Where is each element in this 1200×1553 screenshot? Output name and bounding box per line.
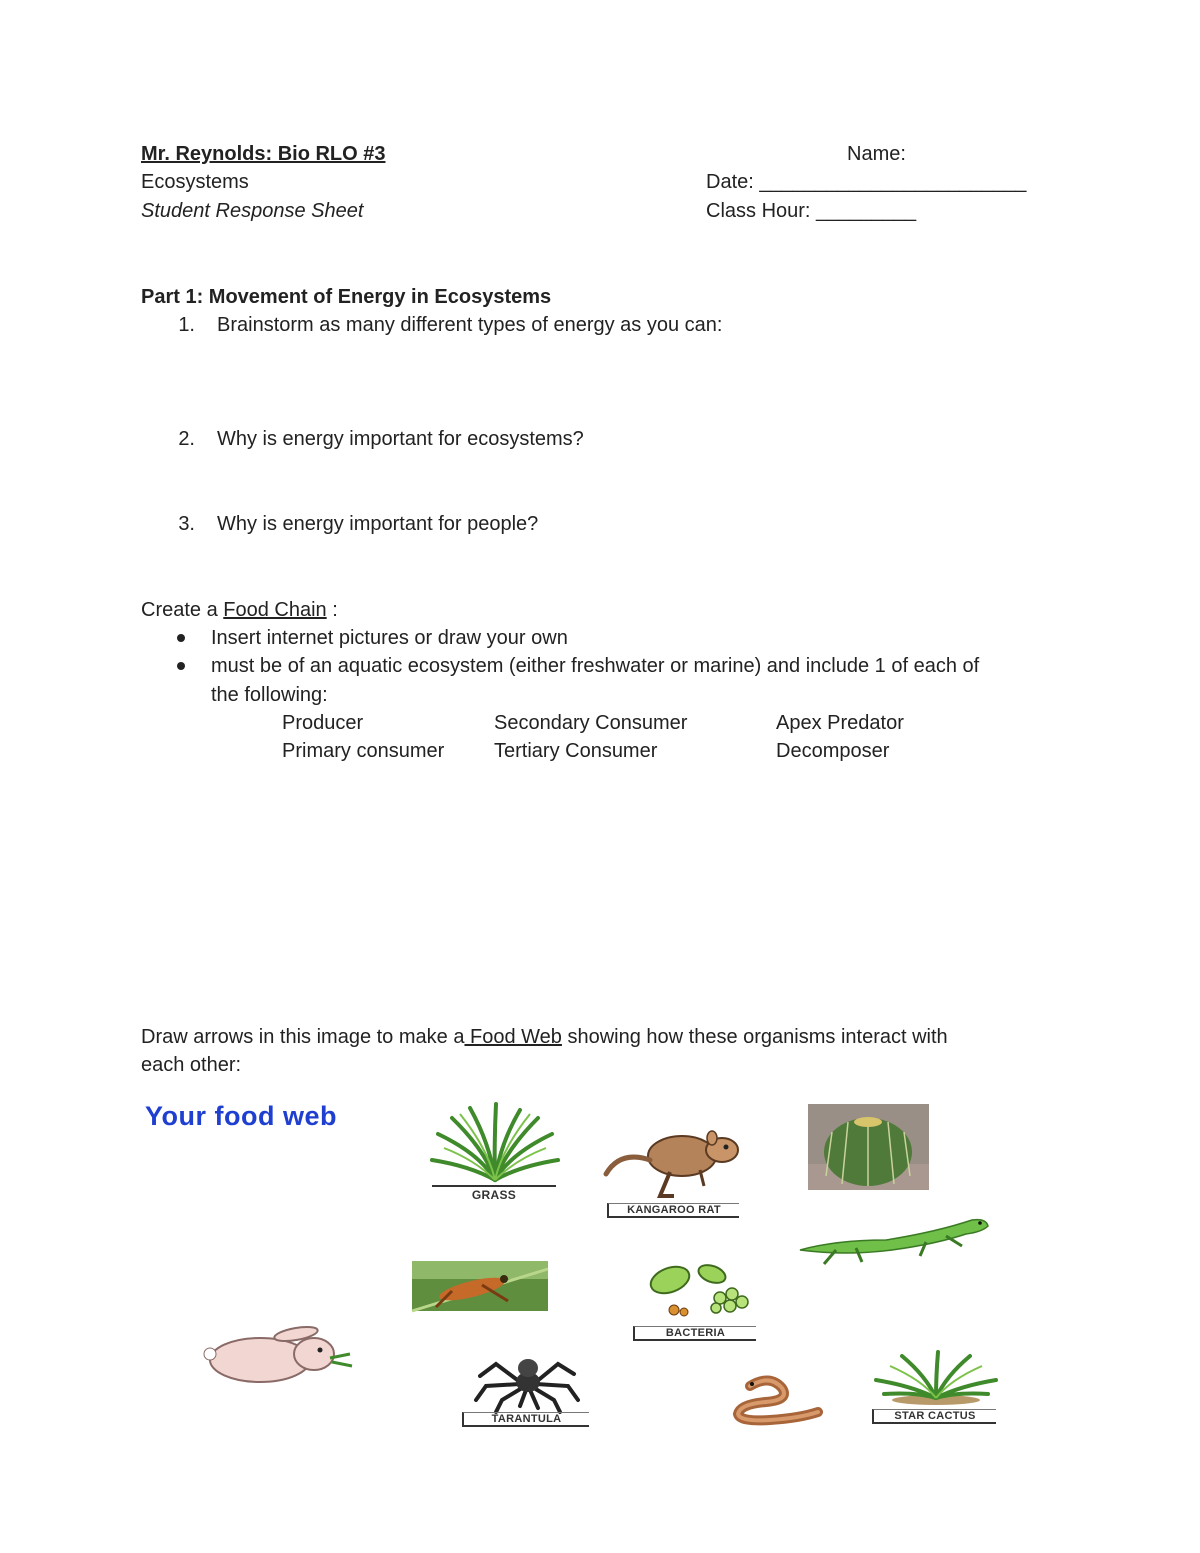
question-3-number: 3. bbox=[178, 513, 195, 535]
grass-icon bbox=[430, 1104, 560, 1184]
food-chain-intro-suffix: : bbox=[326, 599, 338, 621]
question-2-text: Why is energy important for ecosystems? bbox=[217, 428, 584, 450]
food-chain-intro bbox=[141, 599, 338, 622]
question-3-text: Why is energy important for people? bbox=[217, 513, 539, 535]
snake-icon bbox=[730, 1372, 826, 1424]
date-field-label: Date: ________________________ bbox=[706, 171, 1027, 193]
role-decomposer: Decomposer bbox=[776, 740, 890, 762]
question-1-number: 1. bbox=[178, 314, 195, 336]
star-cactus-label: STAR CACTUS bbox=[872, 1409, 996, 1424]
role-tertiary-consumer: Tertiary Consumer bbox=[494, 740, 658, 762]
tarantula-icon bbox=[472, 1356, 584, 1412]
food-chain-bullet-1: Insert internet pictures or draw your own bbox=[211, 627, 568, 649]
food-web-image-title: Your food web bbox=[145, 1101, 337, 1131]
bacteria-label: BACTERIA bbox=[633, 1326, 756, 1341]
grass-label: GRASS bbox=[432, 1185, 556, 1203]
bullet-icon bbox=[177, 662, 185, 670]
food-web-instruction-line2: each other: bbox=[141, 1054, 242, 1076]
name-field-label: Name: bbox=[847, 143, 906, 165]
bullet-icon bbox=[177, 634, 185, 642]
food-chain-intro-prefix: Create a bbox=[141, 599, 224, 621]
grasshopper-icon bbox=[412, 1261, 548, 1311]
tarantula-label: TARANTULA bbox=[462, 1412, 589, 1427]
question-2-number: 2. bbox=[178, 428, 195, 450]
food-web-term: Food Web bbox=[464, 1026, 562, 1048]
lizard-icon bbox=[796, 1210, 992, 1266]
bacteria-icon bbox=[644, 1260, 756, 1320]
food-web-instruction-suffix: showing how these organisms interact with bbox=[561, 1026, 948, 1048]
course-title: Mr. Reynolds: Bio RLO #3 bbox=[141, 143, 386, 165]
question-1-text: Brainstorm as many different types of energy as you can: bbox=[217, 314, 723, 336]
barrel-cactus-icon bbox=[808, 1104, 929, 1190]
role-secondary-consumer: Secondary Consumer bbox=[494, 712, 688, 734]
role-apex-predator: Apex Predator bbox=[776, 712, 904, 734]
food-chain-term: Food Chain bbox=[223, 599, 327, 621]
food-chain-bullet-2: must be of an aquatic ecosystem (either freshwater or marine) and include 1 of each of bbox=[211, 655, 980, 677]
part1-heading: Part 1: Movement of Energy in Ecosystems bbox=[141, 286, 552, 308]
class-hour-field-label: Class Hour: _________ bbox=[706, 200, 917, 222]
rabbit-icon bbox=[204, 1324, 354, 1384]
food-web-instruction-prefix: Draw arrows in this image to make a bbox=[141, 1026, 465, 1048]
star-cactus-icon bbox=[872, 1350, 1000, 1406]
kangaroo-rat-icon bbox=[600, 1130, 742, 1202]
food-web-instruction bbox=[141, 1026, 948, 1049]
kangaroo-rat-label: KANGAROO RAT bbox=[607, 1203, 739, 1218]
food-chain-bullet-2-continued: the following: bbox=[211, 684, 328, 706]
role-producer: Producer bbox=[282, 712, 364, 734]
role-primary-consumer: Primary consumer bbox=[282, 740, 445, 762]
sheet-subtitle: Student Response Sheet bbox=[141, 200, 364, 222]
topic-title: Ecosystems bbox=[141, 171, 249, 193]
